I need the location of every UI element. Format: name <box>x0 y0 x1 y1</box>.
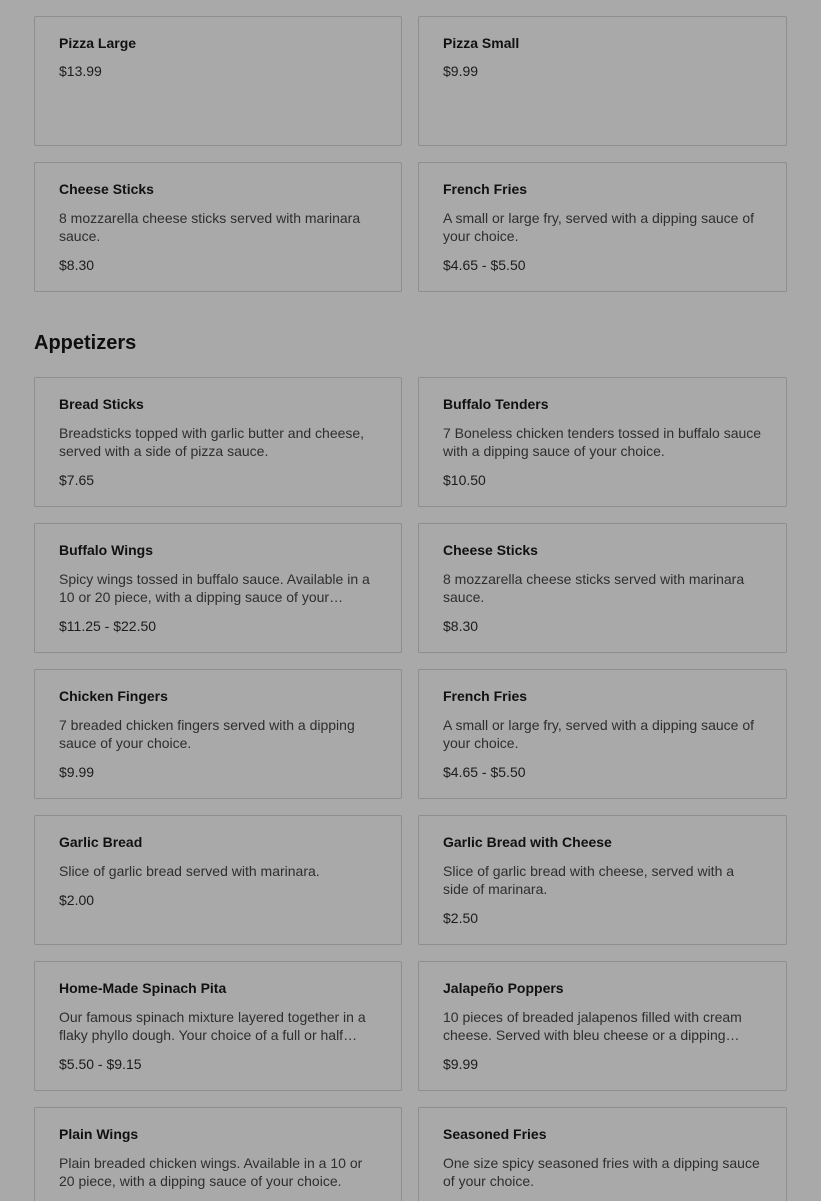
item-description: A small or large fry, served with a dipping sauce of your choice. <box>443 717 755 751</box>
item-name: Seasoned Fries <box>443 1126 547 1142</box>
item-name: Plain Wings <box>59 1126 139 1142</box>
item-price: $9.99 <box>443 1056 479 1072</box>
menu-item-card[interactable] <box>418 1107 787 1201</box>
menu-item-card[interactable] <box>34 162 402 292</box>
section-title-appetizers: Appetizers <box>34 332 137 354</box>
item-price: $9.99 <box>59 764 95 780</box>
item-name: Buffalo Wings <box>59 542 153 558</box>
item-description: 10 pieces of breaded jalapenos filled with cream cheese. Served with bleu cheese or a dipping <box>443 1009 742 1043</box>
item-price: $2.00 <box>59 892 95 908</box>
item-price: $10.50 <box>443 472 486 488</box>
menu-item-card[interactable] <box>418 961 787 1091</box>
item-description: Breadsticks topped with garlic butter and cheese, served with a side of pizza sauce. <box>59 425 365 459</box>
item-name: Pizza Small <box>443 35 520 51</box>
item-price: $8.30 <box>443 618 479 634</box>
item-price: $9.99 <box>443 63 479 79</box>
menu-item-card[interactable] <box>418 16 787 146</box>
item-price: $13.99 <box>59 63 102 79</box>
menu-item-card[interactable] <box>34 815 402 945</box>
item-description: One size spicy seasoned fries with a dipping sauce of your choice. <box>443 1155 760 1189</box>
item-name: Garlic Bread <box>59 834 143 850</box>
item-name: Home-Made Spinach Pita <box>59 980 227 996</box>
item-price: $7.65 <box>59 472 95 488</box>
appetizers-grid <box>34 377 787 1201</box>
item-name: French Fries <box>443 688 528 704</box>
item-price: $4.65 - $5.50 <box>443 764 526 780</box>
item-name: Cheese Sticks <box>443 542 538 558</box>
menu-item-card[interactable] <box>34 961 402 1091</box>
menu-item-card[interactable] <box>418 162 787 292</box>
item-price: $8.30 <box>59 257 95 273</box>
item-price: $4.65 - $5.50 <box>443 257 526 273</box>
menu-item-card[interactable] <box>34 669 402 799</box>
menu-item-card[interactable] <box>34 1107 402 1201</box>
item-description: Slice of garlic bread served with marinara. <box>59 863 320 879</box>
item-price: $5.50 - $9.15 <box>59 1056 142 1072</box>
menu-item-card[interactable] <box>34 377 402 507</box>
item-description: Plain breaded chicken wings. Available in a 10 or 20 piece, with a dipping sauce of your choice. <box>59 1155 363 1189</box>
menu-item-card[interactable] <box>34 523 402 653</box>
menu-grid-top <box>34 16 787 292</box>
item-name: Jalapeño Poppers <box>443 980 564 996</box>
menu-item-card[interactable] <box>418 815 787 945</box>
item-description: 8 mozzarella cheese sticks served with marinara sauce. <box>59 210 361 244</box>
item-description: 7 breaded chicken fingers served with a dipping sauce of your choice. <box>59 717 355 751</box>
item-description: A small or large fry, served with a dipping sauce of your choice. <box>443 210 755 244</box>
item-name: Buffalo Tenders <box>443 396 549 412</box>
menu-item-card[interactable] <box>418 523 787 653</box>
menu-item-card[interactable] <box>418 669 787 799</box>
item-description: 7 Boneless chicken tenders tossed in buffalo sauce with a dipping sauce of your choice. <box>443 425 762 459</box>
item-description: Our famous spinach mixture layered together in a flaky phyllo dough. Your choice of a full or half <box>59 1009 366 1043</box>
item-name: French Fries <box>443 181 528 197</box>
menu-item-card[interactable] <box>34 16 402 146</box>
menu-item-card[interactable] <box>418 377 787 507</box>
item-description: Spicy wings tossed in buffalo sauce. Available in a 10 or 20 piece, with a dipping sauce of your <box>59 571 370 605</box>
item-name: Cheese Sticks <box>59 181 154 197</box>
item-name: Bread Sticks <box>59 396 144 412</box>
item-description: 8 mozzarella cheese sticks served with marinara sauce. <box>443 571 745 605</box>
item-description: Slice of garlic bread with cheese, served with a side of marinara. <box>443 863 735 897</box>
item-name: Garlic Bread with Cheese <box>443 834 612 850</box>
item-name: Chicken Fingers <box>59 688 168 704</box>
item-name: Pizza Large <box>59 35 137 51</box>
item-price: $11.25 - $22.50 <box>59 618 157 634</box>
item-price: $2.50 <box>443 910 479 926</box>
